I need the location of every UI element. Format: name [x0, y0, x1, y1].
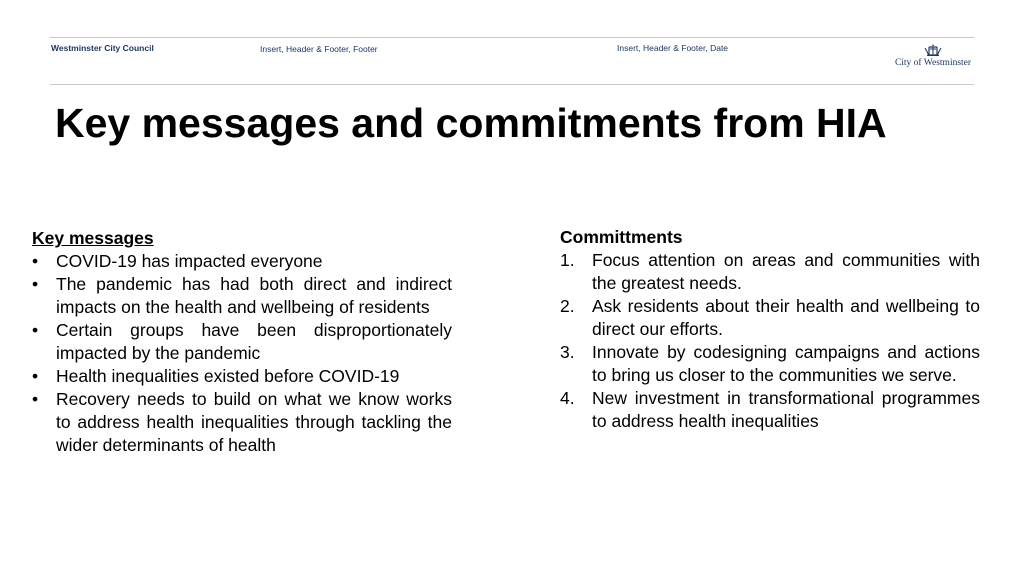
commitment-number: 2. [560, 296, 575, 316]
list-item [560, 341, 980, 387]
commitments-heading: Committments [560, 227, 683, 247]
commitment-number: 3. [560, 342, 575, 362]
list-item [32, 319, 452, 365]
header-bottom-rule [50, 84, 974, 85]
bullet-marker: • [32, 251, 39, 271]
key-message-text: The pandemic has had both direct and indirect impacts on the health and wellbeing of residents [56, 274, 452, 317]
list-item [560, 249, 980, 295]
slide-title: Key messages and commitments from HIA [55, 100, 887, 146]
header-top-rule [50, 37, 974, 38]
list-item [560, 387, 980, 433]
commitment-text: New investment in transformational programmes to address health inequalities [592, 388, 980, 431]
logo-text: City of Westminster [894, 58, 972, 68]
footer-placeholder: Insert, Header & Footer, Footer [260, 44, 378, 54]
bullet-marker: • [32, 366, 39, 386]
list-item [32, 388, 452, 457]
commitment-text: Ask residents about their health and wellbeing to direct our efforts. [592, 296, 980, 339]
city-of-westminster-logo [888, 43, 978, 68]
bullet-marker: • [32, 389, 39, 409]
key-message-text: Certain groups have been disproportionately impacted by the pandemic [56, 320, 452, 363]
organisation-name: Westminster City Council [51, 43, 154, 53]
commitments-list [560, 249, 980, 433]
list-item [32, 250, 452, 273]
list-item [32, 365, 452, 388]
commitment-number: 1. [560, 250, 575, 270]
key-message-text: COVID-19 has impacted everyone [56, 251, 323, 271]
bullet-marker: • [32, 274, 39, 294]
commitment-number: 4. [560, 388, 575, 408]
bullet-marker: • [32, 320, 39, 340]
key-message-text: Health inequalities existed before COVID-19 [56, 366, 400, 386]
commitments-section [560, 226, 980, 433]
key-messages-heading: Key messages [32, 228, 154, 248]
list-item [32, 273, 452, 319]
key-message-text: Recovery needs to build on what we know works to address health inequalities through tackling the wider determinants of health [56, 389, 452, 455]
key-messages-section [32, 227, 452, 457]
date-placeholder: Insert, Header & Footer, Date [617, 43, 729, 53]
commitment-text: Focus attention on areas and communities with the greatest needs. [592, 250, 980, 293]
commitment-text: Innovate by codesigning campaigns and actions to bring us closer to the communities we serve. [592, 342, 980, 385]
key-messages-list [32, 250, 452, 457]
list-item [560, 295, 980, 341]
coat-of-arms-icon [924, 43, 942, 57]
